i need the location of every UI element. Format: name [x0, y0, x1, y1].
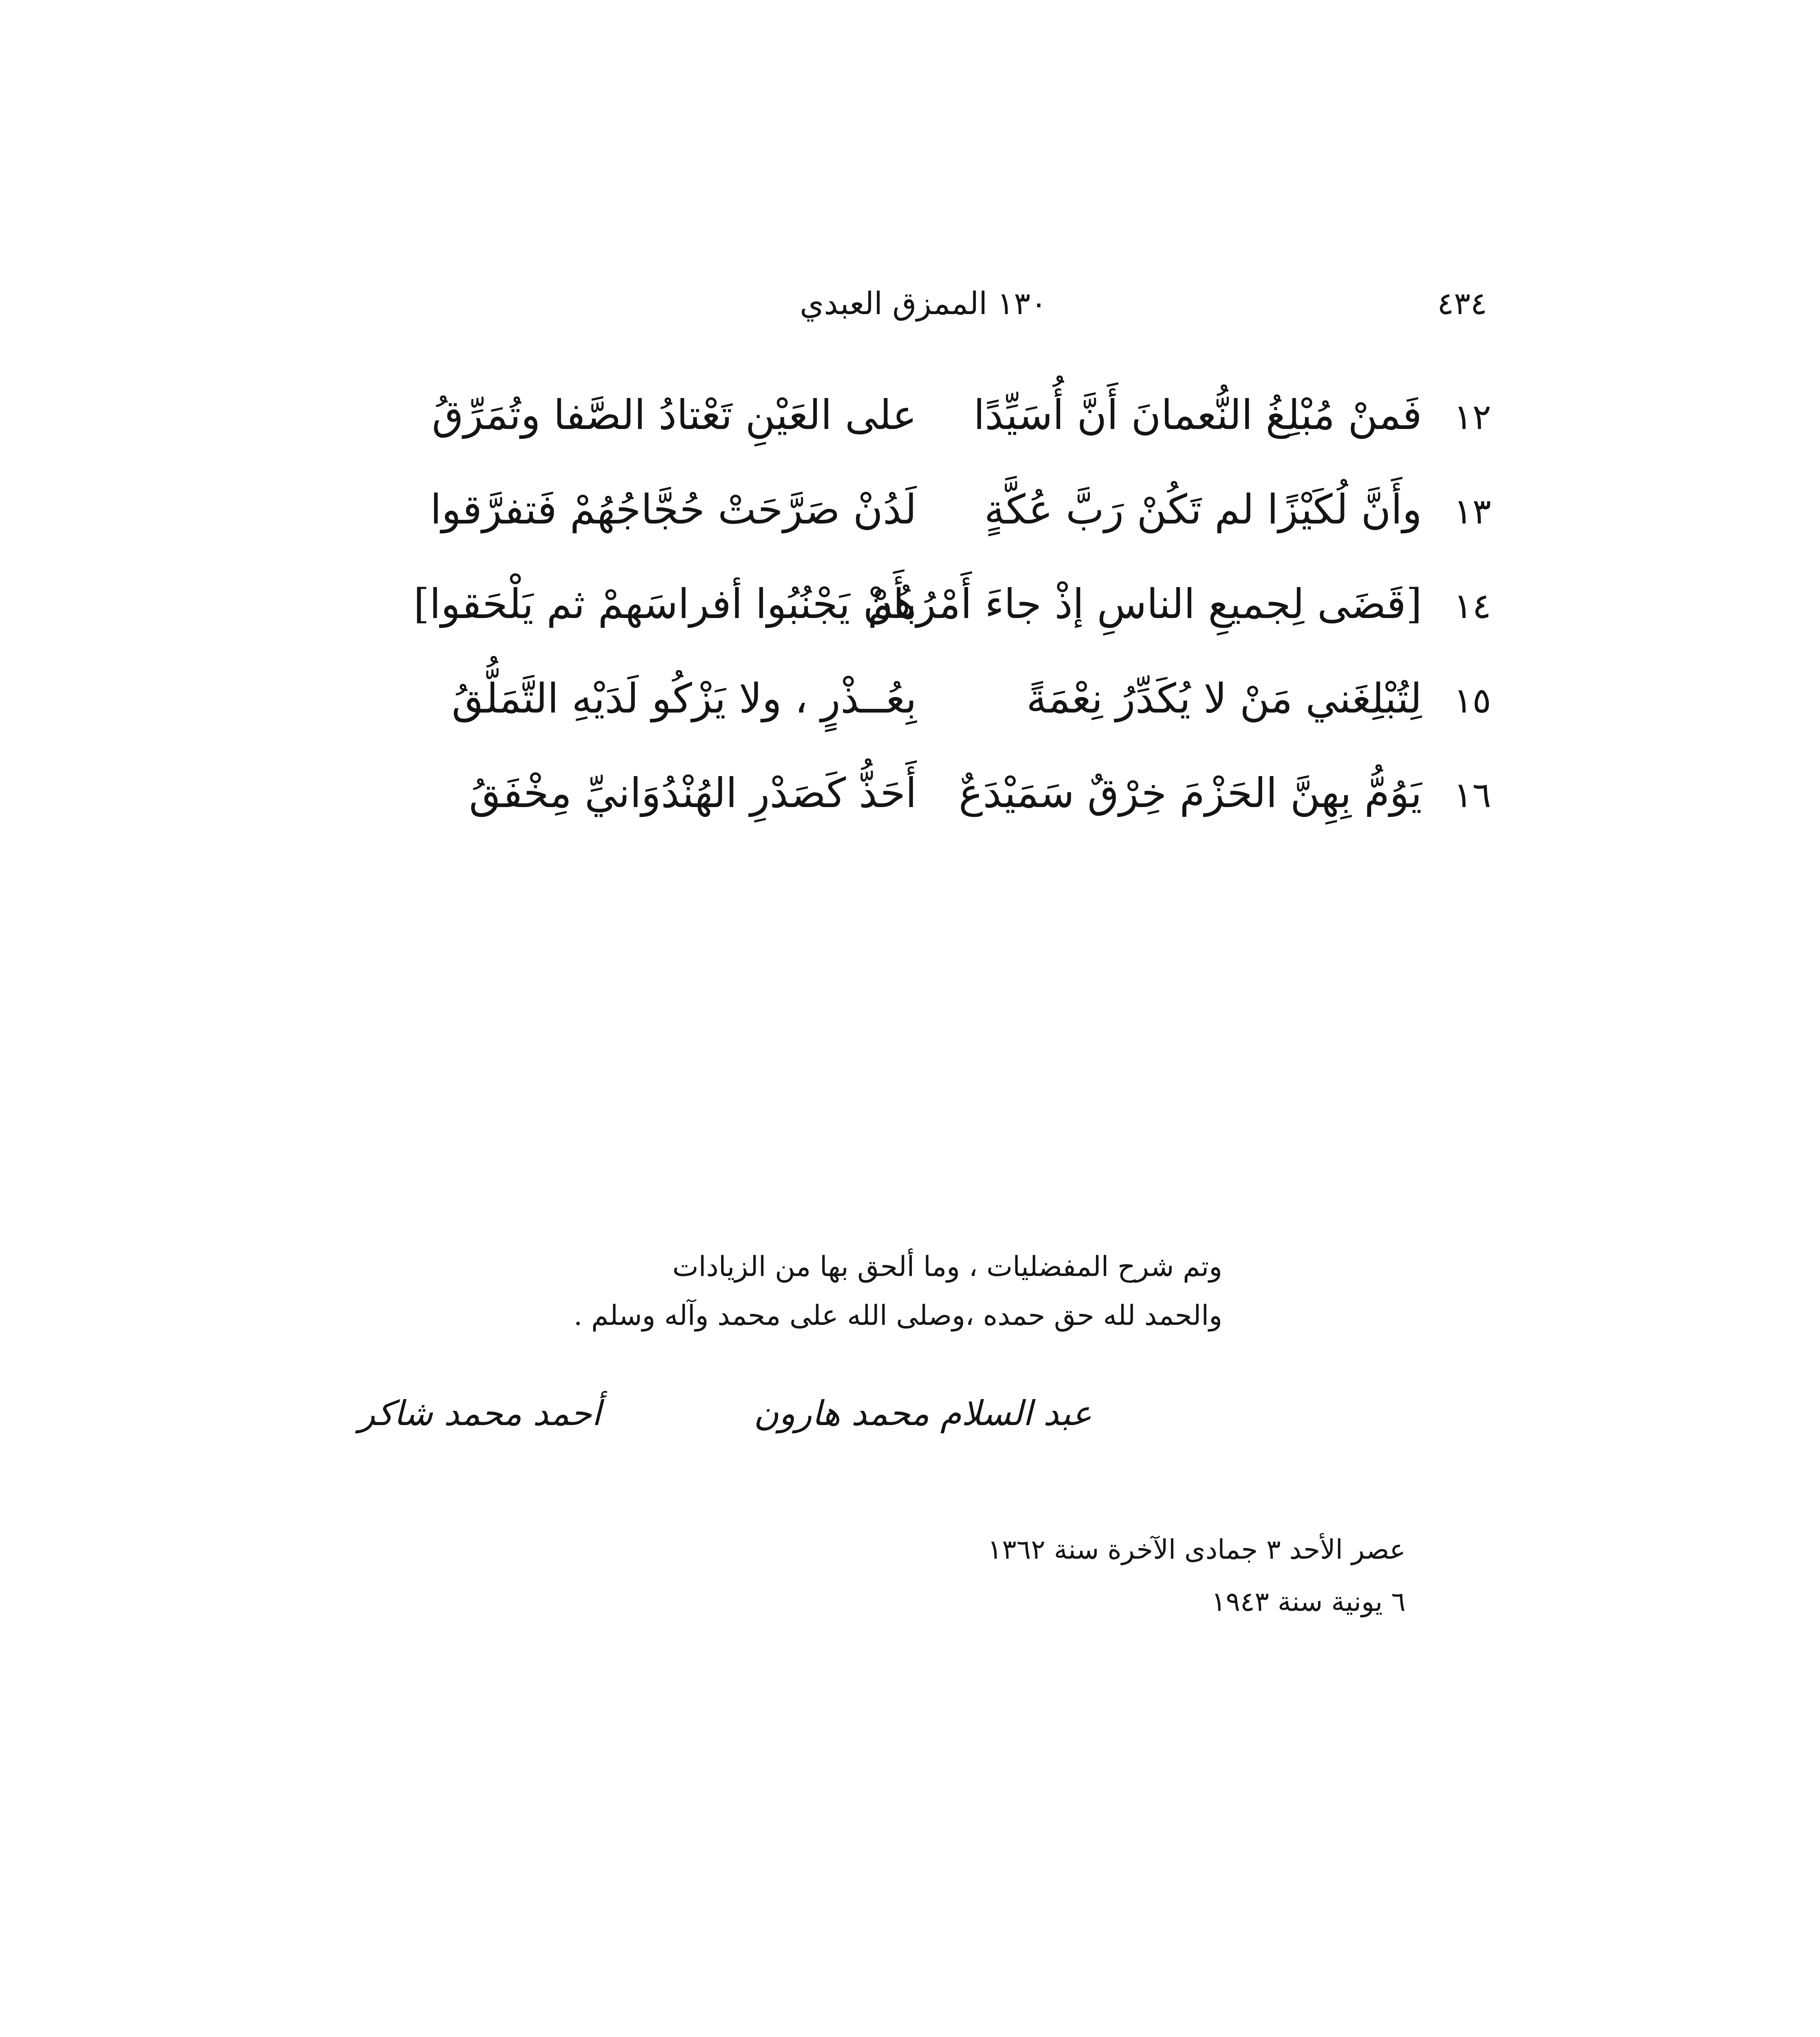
- verse-number: ١٢: [1453, 397, 1491, 438]
- colophon-line: وتم شرح المفضليات ، وما ألحق بها من الزيادات: [672, 1251, 1222, 1283]
- verse: [359, 580, 1491, 675]
- verse-second-hemistich: على العَيْنِ تَعْتادُ الصَّفا وتُمَرِّقُ: [431, 391, 917, 439]
- gregorian-date: ٦ يونية سنة ١٩٤٣: [1211, 1586, 1406, 1617]
- verse-second-hemistich: بأَنْ يَجْنُبُوا أفراسَهمْ ثم يَلْحَقوا]: [414, 580, 917, 628]
- verse-first-hemistich: يَوُمُّ بِهِنَّ الحَزْمَ خِرْقٌ سَمَيْدَعٌ: [958, 769, 1422, 817]
- colophon-line: والحمد لله حق حمده ،وصلى الله على محمد وآله وسلم .: [573, 1300, 1222, 1332]
- verse-second-hemistich: أَحَذُّ كَصَدْرِ الهُنْدُوَانيِّ مِخْفَقُ: [469, 769, 917, 817]
- verse: [359, 769, 1491, 864]
- colophon: [573, 1243, 1222, 1340]
- hijri-date: عصر الأحد ٣ جمادى الآخرة سنة ١٣٦٢: [987, 1534, 1406, 1565]
- signature-second-editor: أحمد محمد شاكر: [359, 1393, 601, 1433]
- poem: [359, 391, 1491, 864]
- verse-second-hemistich: بِعُــذْرٍ ، ولا يَزْكُو لَدَيْهِ التَّمَلُّقُ: [451, 675, 917, 722]
- verse-first-hemistich: لِتُبْلِغَني مَنْ لا يُكَدِّرُ نِعْمَةً: [1026, 675, 1422, 722]
- verse-number: ١٣: [1453, 491, 1491, 532]
- verse-number: ١٤: [1453, 586, 1491, 627]
- page-number: ٤٣٤: [1437, 285, 1487, 321]
- verse-first-hemistich: [قَضَى لِجميعِ الناسِ إذْ جاءَ أَمْرُهُمْ: [867, 580, 1422, 628]
- running-header: [367, 285, 1487, 342]
- verse: [359, 675, 1491, 769]
- editor-signatures: [359, 1393, 1092, 1450]
- verse-second-hemistich: لَدُنْ صَرَّحَتْ حُجَّاجُهُمْ فَتفرَّقوا: [430, 486, 917, 533]
- verse-first-hemistich: فَمنْ مُبْلِغُ النُّعمانَ أَنَّ أُسَيِّدًا: [973, 391, 1422, 439]
- verse: [359, 391, 1491, 486]
- signature-first-editor: عبد السلام محمد هارون: [753, 1393, 1092, 1433]
- verse: [359, 486, 1491, 580]
- verse-number: ١٥: [1453, 680, 1491, 721]
- completion-date: [876, 1524, 1406, 1628]
- verse-first-hemistich: وأَنَّ لُكَيْزًا لم تَكُنْ رَبَّ عُكَّةٍ: [984, 486, 1422, 533]
- running-title: ١٣٠ الممزق العبدي: [799, 285, 1047, 321]
- verse-number: ١٦: [1453, 775, 1491, 816]
